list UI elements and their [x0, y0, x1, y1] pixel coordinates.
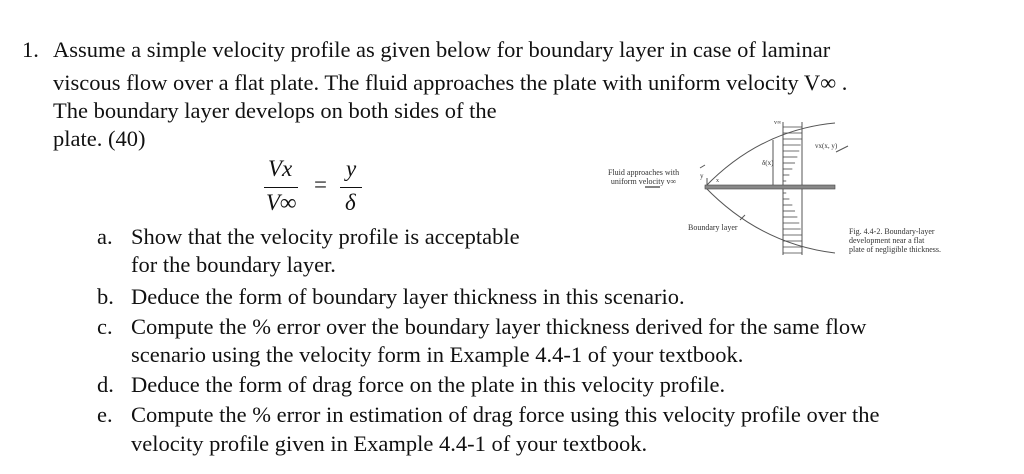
upper-boundary-curve — [705, 123, 838, 187]
fluid-label: Fluid approaches with uniform velocity v∞ — [608, 168, 680, 186]
eq-denominator-right: δ — [345, 190, 356, 215]
part-e-line: Compute the % error in estimation of drag force using this velocity profile over the — [131, 402, 880, 427]
part-label: c. — [97, 314, 113, 339]
x-axis-label: x — [716, 178, 719, 184]
eq-numerator-left: Vx — [268, 156, 293, 181]
lower-boundary-curve — [705, 187, 835, 253]
delta-label: δ(x) — [762, 159, 774, 167]
part-c-line: Compute the % error over the boundary layer thickness derived for the same flow — [131, 314, 867, 339]
intro-line-3: The boundary layer develops on both sides of the — [53, 98, 497, 123]
boundary-layer-label: Boundary layer — [688, 223, 738, 232]
intro-line-4: plate. (40) — [53, 126, 146, 151]
flat-plate — [705, 185, 835, 189]
part-label: a. — [97, 224, 113, 249]
part-a-line: for the boundary layer. — [131, 252, 336, 277]
part-label: d. — [97, 372, 114, 397]
eq-equals: = — [314, 172, 327, 197]
figure-caption: Fig. 4.4-2. Boundary-layer development near a flat plate of negligible thickness. — [849, 227, 941, 254]
eq-denominator-left: V∞ — [266, 190, 297, 215]
eq-numerator-right: y — [346, 156, 357, 181]
part-a-line: Show that the velocity profile is acceptable — [131, 224, 520, 249]
intro-line-2: viscous flow over a flat plate. The fluid approaches the plate with uniform velocity V∞ . — [53, 70, 848, 95]
part-d-line: Deduce the form of drag force on the plate in this velocity profile. — [131, 372, 726, 397]
v-inf-label: v∞ — [774, 120, 782, 126]
part-c-line: scenario using the velocity form in Example 4.4-1 of your textbook. — [131, 342, 744, 367]
y-axis-label: y — [700, 172, 704, 180]
problem-number: 1. — [22, 37, 39, 62]
intro-line-1: Assume a simple velocity profile as given below for boundary layer in case of laminar — [53, 37, 831, 62]
part-label: e. — [97, 402, 113, 427]
vx-label: vx(x, y) — [815, 142, 838, 150]
part-label: b. — [97, 284, 114, 309]
part-e-line: velocity profile given in Example 4.4-1 of your textbook. — [131, 431, 648, 456]
part-b-line: Deduce the form of boundary layer thickness in this scenario. — [131, 284, 685, 309]
